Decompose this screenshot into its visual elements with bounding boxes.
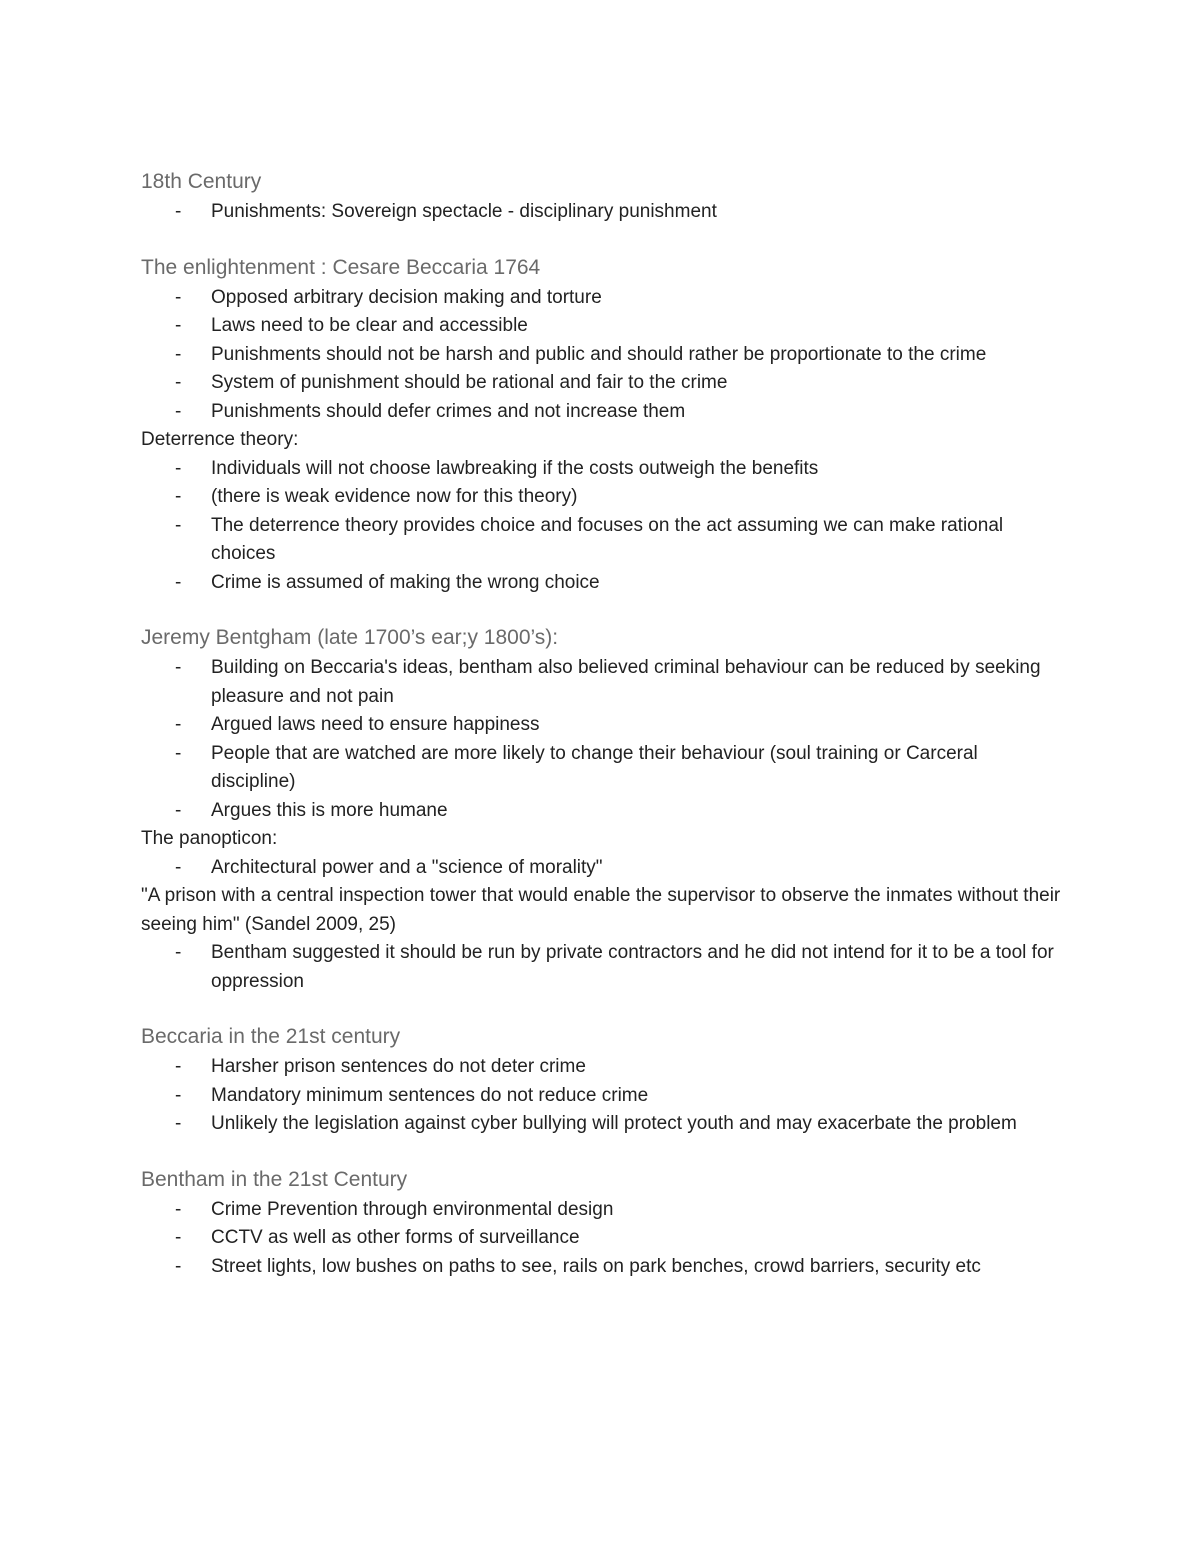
list-item: - Crime is assumed of making the wrong choice	[211, 569, 1061, 598]
bullet-list	[141, 198, 1061, 227]
bullet-list	[141, 284, 1061, 427]
list-item: - Mandatory minimum sentences do not reduce crime	[211, 1082, 1061, 1111]
bullet-list	[141, 1196, 1061, 1282]
subheading-deterrence-theory: Deterrence theory:	[141, 429, 299, 450]
list-item: - Punishments should not be harsh and public and should rather be proportionate to the crime	[211, 341, 1061, 370]
heading-enlightenment: The enlightenment : Cesare Beccaria 1764	[141, 255, 541, 279]
heading-jeremy-bentham: Jeremy Bentgham (late 1700’s ear;y 1800’s):	[141, 626, 559, 649]
document-body	[141, 166, 1061, 1281]
bullet-list	[141, 939, 1061, 996]
list-item: - Bentham suggested it should be run by private contractors and he did not intend for it to be a tool for oppression	[211, 939, 1061, 996]
list-item: - Opposed arbitrary decision making and torture	[211, 284, 1061, 313]
list-item: - The deterrence theory provides choice and focuses on the act assuming we can make rational choices	[211, 512, 1061, 569]
list-item: - Punishments should defer crimes and not increase them	[211, 398, 1061, 427]
list-item: - Unlikely the legislation against cyber bullying will protect youth and may exacerbate the problem	[211, 1110, 1061, 1139]
bullet-list	[141, 854, 1061, 883]
list-item: - (there is weak evidence now for this theory)	[211, 483, 1061, 512]
list-item: - Crime Prevention through environmental design	[211, 1196, 1061, 1225]
list-item: - Individuals will not choose lawbreaking if the costs outweigh the benefits	[211, 455, 1061, 484]
list-item: - People that are watched are more likely to change their behaviour (soul training or Carceral discipline)	[211, 740, 1061, 797]
list-item: - Architectural power and a "science of morality"	[211, 854, 1061, 883]
list-item: - CCTV as well as other forms of surveillance	[211, 1224, 1061, 1253]
list-item: - Building on Beccaria's ideas, bentham also believed criminal behaviour can be reduced by seeking pleasure and not pain	[211, 654, 1061, 711]
list-item: - Argued laws need to ensure happiness	[211, 711, 1061, 740]
bullet-list	[141, 1053, 1061, 1139]
heading-bentham-21st-century: Bentham in the 21st Century	[141, 1167, 408, 1191]
bullet-list	[141, 455, 1061, 598]
list-item: - Argues this is more humane	[211, 797, 1061, 826]
panopticon-quote: "A prison with a central inspection tower that would enable the supervisor to observe the inmates without their seeing him" (Sandel 2009, 25)	[141, 885, 1061, 935]
list-item: - Punishments: Sovereign spectacle - disciplinary punishment	[211, 198, 1061, 227]
heading-18th-century: 18th Century	[141, 170, 262, 193]
subheading-panopticon: The panopticon:	[141, 828, 278, 849]
list-item: - Laws need to be clear and accessible	[211, 312, 1061, 341]
heading-beccaria-21st-century: Beccaria in the 21st century	[141, 1025, 401, 1048]
list-item: - System of punishment should be rational and fair to the crime	[211, 369, 1061, 398]
list-item: - Street lights, low bushes on paths to see, rails on park benches, crowd barriers, security etc	[211, 1253, 1061, 1282]
bullet-list	[141, 654, 1061, 825]
list-item: - Harsher prison sentences do not deter crime	[211, 1053, 1061, 1082]
